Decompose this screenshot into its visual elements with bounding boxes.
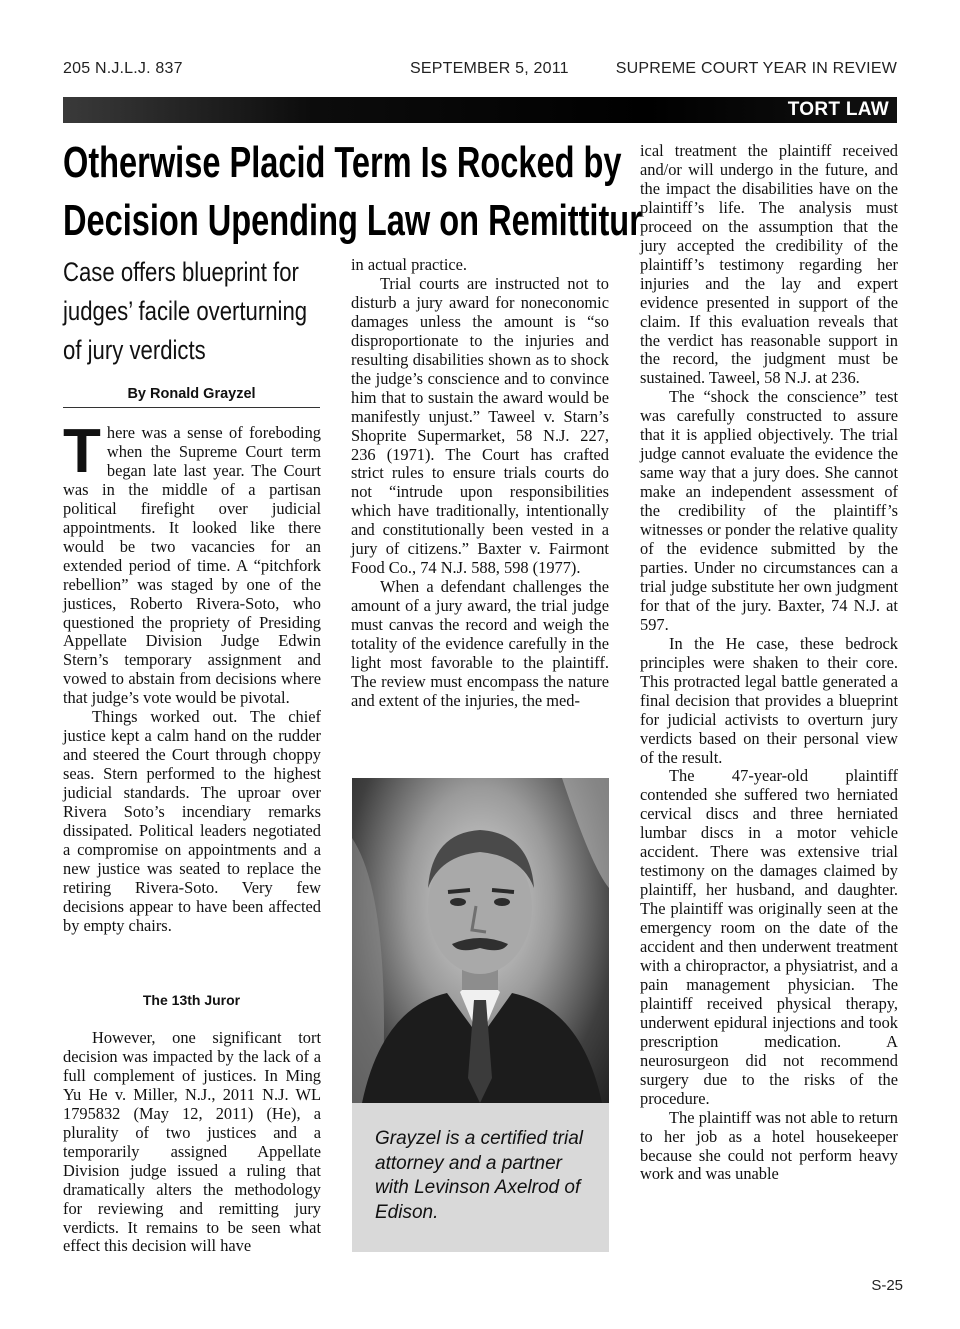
photo-caption: Grayzel is a certified trial attorney and a partner with Levinson Axelrod of Edison.	[375, 1128, 584, 1223]
paragraph: Things worked out. The chief justice kept a calm hand on the rudder and steered the Court through choppy seas. Stern performed to the highest judicial standards. The uproar over Rivera Soto’s incendiary remarks dissipated. Political leaders negotiated a compromise on appointments and a new justice was seated to replace the retiring Rivera-Soto. Very few decisions appear to have been affected by empty chairs.	[63, 707, 321, 935]
paragraph: When a defendant challenges the amount of a jury award, the trial judge must canvas the record and weigh the totality of the evidence carefully in the light most favorable to the plaintiff. The review must encompass the nature and extent of the injuries, the med-	[351, 577, 609, 710]
paragraph: Trial courts are instructed not to disturb a jury award for noneconomic damages unless the amount is “so disproportionate to the injuries and resulting disabilities shown as to shock the judge’s conscience and to convince him that to sustain the award would be manifestly unjust.” Taweel v. Starn’s Shoprite Supermarket, 58 N.J. 227, 236 (1971). The Court has crafted strict rules to ensure trials courts do not “intrude upon responsibilities which have traditionally, intentionally and constitutionally been vested in a jury of citizens.” Baxter v. Fairmont Food Co., 74 N.J. 588, 598 (1977).	[351, 273, 609, 578]
paragraph: in actual practice.	[351, 255, 468, 274]
issue-date: SEPTEMBER 5, 2011	[410, 60, 569, 77]
byline: By Ronald Grayzel	[63, 386, 320, 408]
photo-caption-box	[352, 1103, 609, 1252]
crosshead: The 13th Juror	[142, 992, 241, 1008]
paragraph: The 47-year-old plaintiff contended she suffered two herniated cervical discs and three herniated lumbar discs in a motor vehicle accident. There was extensive trial testimony on the damages claimed by plaintiff, her husband, and daughter. The plaintiff was originally seen at the emergency room on the date of the accident and then underwent treatment with a chiropractor, a physiatrist, and a pain management physician. The plaintiff received physical therapy, underwent epidural injections and took prescription medication. A neurosurgeon did not recommend surgery due to the risks of the procedure.	[640, 766, 898, 1108]
drop-cap: T	[63, 417, 101, 486]
article-column-2	[351, 256, 609, 711]
page-number: S-25	[871, 1277, 903, 1294]
section-bar	[63, 97, 897, 123]
author-photo	[352, 778, 609, 1103]
subhead: Case offers blueprint for judges’ facile overturning of jury verdicts	[63, 257, 308, 365]
section-title: SUPREME COURT YEAR IN REVIEW	[615, 60, 897, 77]
article-column-3	[640, 142, 898, 1184]
paragraph: However, one significant tort decision was impacted by the lack of a full complement of justices. In Ming Yu He v. Miller, N.J., 2011 N.J. WL 1795832 (May 12, 2011) (He), a plurality of two justices and a temporarily assigned Appellate Division judge issued a ruling that dramatically alters the methodology for reviewing and remitting jury verdicts. It remains to be seen what effect this decision will have	[63, 1028, 321, 1256]
running-head	[63, 60, 897, 84]
citation: 205 N.J.L.J. 837	[63, 60, 183, 77]
paragraph	[63, 417, 321, 708]
portrait-illustration	[352, 778, 609, 1103]
headline	[63, 134, 642, 250]
paragraph: The “shock the conscience” test was carefully constructed to assure that it is applied objectively. The trial judge cannot evaluate the evidence the same way that a jury does. She cannot make an independent assessment of the credibility of the plaintiff’s witnesses or ponder the relative quality of the evidence submitted by the parties. Under no circumstances can a trial judge substitute her own judgment for that of the jury. Baxter, 74 N.J. at 597.	[640, 387, 898, 634]
article-column-1	[63, 417, 321, 936]
headline-line-2: Decision Upending Law on Remittitur	[63, 196, 642, 245]
headline-line-1: Otherwise Placid Term Is Rocked by	[63, 138, 622, 187]
paragraph-text: here was a sense of foreboding when the Supreme Court term began late last year. The Court was in the middle of a partisan political firefight over judicial appointments. It looked like there would be two vacancies for an extended period of time. A “pitchfork rebellion” was staged by one of the justices, Roberto Rivera-Soto, who questioned the propriety of Presiding Appellate Division Judge Edwin Stern’s temporary assignment and vowed to abstain from decisions where that judge’s vote would be pivotal.	[63, 423, 321, 708]
paragraph: In the He case, these bedrock principles were shaken to their core. This protracted legal battle generated a final decision that provides a blueprint for judicial activists to overturn jury verdicts based on their personal view of the result.	[640, 633, 898, 767]
paragraph: ical treatment the plaintiff received and/or will undergo in the future, and the impact the disabilities have on the plaintiff’s life. The analysis must proceed on the assumption that the jury accepted the credibility of the plaintiff’s testimony regarding her injuries and the lay and expert evidence presented in support of the claim. If this evaluation reveals that the verdict has reasonable support in the record, the judgment must be sustained. Taweel, 58 N.J. at 236.	[640, 141, 898, 388]
article-column-1-continued	[63, 1029, 321, 1256]
section-label: TORT LAW	[787, 99, 889, 120]
paragraph: The plaintiff was not able to return to her job as a hotel housekeeper because she could not perform heavy work and was unable	[640, 1107, 898, 1184]
